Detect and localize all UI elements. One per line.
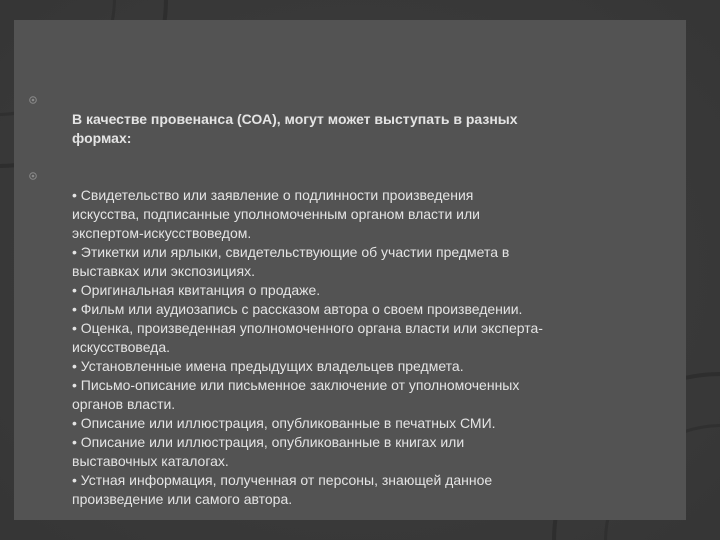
target-bullet-icon <box>29 77 37 85</box>
bullet-item-provenance-forms <box>14 148 692 509</box>
bullet-text: В качестве провенанса (СОА), могут может выступать в разных формах: <box>72 111 518 146</box>
bullet-text: • Свидетельство или заявление о подлинности произведения искусства, подписанные уполномоченным органом власти или экспертом-искусствоведом. • Этикетки или ярлыки, свидетельствующие об участии предмета в выставках или экспозициях. • Оригинальная квитанция о продаже. • Фильм или аудиозапись с рассказом автора о своем произведении. • Оценка, произведенная уполномоченного органа власти или эксперта- искусствоведа. • Установленные имена предыдущих владельцев предмета. • Письмо-описание или письменное заключение от уполномоченных органов власти. • Описание или иллюстрация, опубликованные в печатных СМИ. • Описание или иллюстрация, опубликованные в книгах или выставочных каталогах. • Устная информация, полученная от персоны, знающей данное произведение или самого автора. <box>72 187 543 507</box>
bullet-item-provenance-intro <box>14 72 692 148</box>
target-bullet-icon <box>29 153 37 161</box>
content-panel <box>14 20 686 520</box>
bullet-list <box>14 72 692 509</box>
